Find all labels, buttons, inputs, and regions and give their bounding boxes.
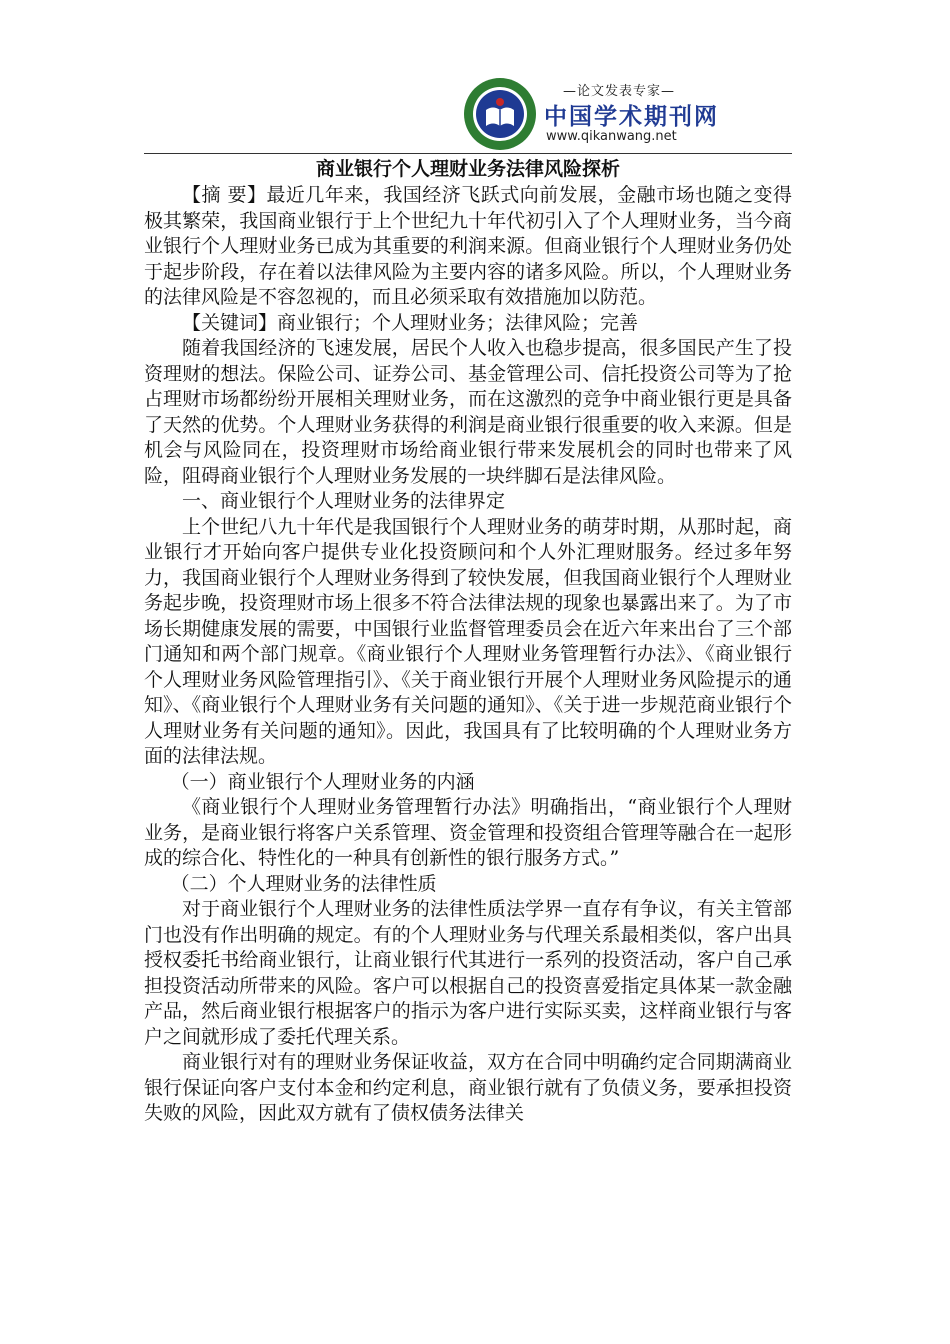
- keywords-paragraph: 【关键词】商业银行；个人理财业务；法律风险；完善: [182, 311, 639, 334]
- article-body: [144, 183, 792, 1127]
- body-paragraph: 随着我国经济的飞速发展，居民个人收入也稳步提高，很多国民产生了投资理财的想法。保险公司、证券公司、基金管理公司、信托投资公司等为了抢占理财市场都纷纷开展相关理财业务，而在这激烈的竞争中商业银行更是具备了天然的优势。个人理财业务获得的利润是商业银行很重要的收入来源。但是机会与风险同在，投资理财市场给商业银行带来发展机会的同时也带来了风险，阻碍商业银行个人理财业务发展的一块绊脚石是法律风险。: [144, 337, 792, 487]
- abstract-paragraph: 【摘 要】最近几年来，我国经济飞跃式向前发展，金融市场也随之变得极其繁荣，我国商业银行于上个世纪九十年代初引入了个人理财业务，当今商业银行个人理财业务已成为其重要的利润来源。但商业银行个人理财业务仍处于起步阶段，存在着以法律风险为主要内容的诸多风险。所以，个人理财业务的法律风险是不容忽视的，而且必须采取有效措施加以防范。: [144, 184, 792, 308]
- section-heading: 一、商业银行个人理财业务的法律界定: [182, 490, 506, 512]
- logo-url: www.qikanwang.net: [546, 129, 677, 144]
- logo-tagline: —论文发表专家—: [562, 84, 675, 99]
- subsection-heading: （二）个人理财业务的法律性质: [170, 872, 437, 895]
- subsection-heading: （一）商业银行个人理财业务的内涵: [170, 770, 475, 793]
- qikanwang-seal-logo: [462, 76, 538, 152]
- article-title: 商业银行个人理财业务法律风险探析: [315, 158, 620, 180]
- logo-site-name: 中国学术期刊网: [544, 104, 719, 130]
- body-paragraph: 上个世纪八九十年代是我国银行个人理财业务的萌芽时期，从那时起，商业银行才开始向客户提供专业化投资顾问和个人外汇理财服务。经过多年努力，我国商业银行个人理财业务得到了较快发展，但我国商业银行个人理财业务起步晚，投资理财市场上很多不符合法律法规的现象也暴露出来了。为了市场长期健康发展的需要，中国银行业监督管理委员会在近六年来出台了三个部门通知和两个部门规章。《商业银行个人理财业务管理暂行办法》、《商业银行个人理财业务风险管理指引》、《关于商业银行开展个人理财业务风险提示的通知》、《商业银行个人理财业务有关问题的通知》、《关于进一步规范商业银行个人理财业务有关问题的通知》。因此，我国具有了比较明确的个人理财业务方面的法律法规。: [144, 515, 792, 767]
- site-logo: [462, 76, 719, 152]
- body-paragraph: 《商业银行个人理财业务管理暂行办法》明确指出，“商业银行个人理财业务，是商业银行将客户关系管理、资金管理和投资组合管理等融合在一起形成的综合化、特性化的一种具有创新性的银行服务方式。”: [144, 796, 792, 869]
- body-paragraph: 对于商业银行个人理财业务的法律性质法学界一直存有争议，有关主管部门也没有作出明确的规定。有的个人理财业务与代理关系最相类似，客户出具授权委托书给商业银行，让商业银行代其进行一系列的投资活动，客户自己承担投资活动所带来的风险。客户可以根据自己的投资喜爱指定具体某一款金融产品，然后商业银行根据客户的指示为客户进行实际买卖，这样商业银行与客户之间就形成了委托代理关系。: [144, 898, 792, 1048]
- body-paragraph: 商业银行对有的理财业务保证收益，双方在合同中明确约定合同期满商业银行保证向客户支付本金和约定利息，商业银行就有了负债义务，要承担投资失败的风险，因此双方就有了债权债务法律关: [144, 1051, 792, 1124]
- header-divider: [144, 153, 792, 154]
